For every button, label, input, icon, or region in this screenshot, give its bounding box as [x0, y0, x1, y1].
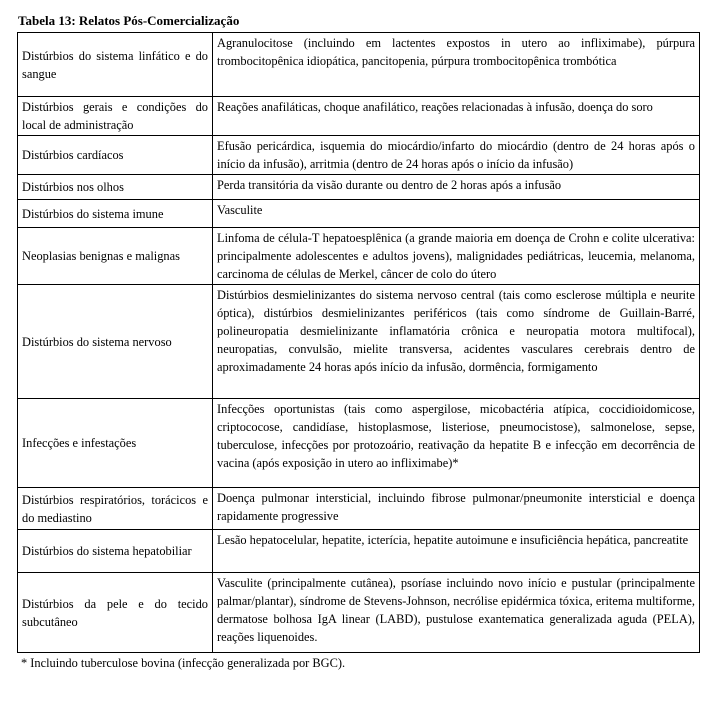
table-row [18, 573, 700, 653]
row-category: Distúrbios do sistema linfático e do sangue [18, 33, 213, 97]
adverse-events-table [17, 32, 700, 653]
row-description: Vasculite (principalmente cutânea), psoríase incluindo novo início e pustular (principalmente palmar/plantar), síndrome de Stevens-Johnson, necrólise epidérmica tóxica, eritema multiforme, dermatose bolhosa IgA linear (LABD), pustulose exantematica generalizada aguda (PELA), reações liquenoides. [213, 573, 700, 653]
row-category: Distúrbios do sistema imune [18, 200, 213, 228]
table-row [18, 488, 700, 530]
table-row [18, 530, 700, 573]
row-description: Lesão hepatocelular, hepatite, icterícia, hepatite autoimune e insuficiência hepática, pancreatite [213, 530, 700, 573]
table-row [18, 175, 700, 200]
row-description: Vasculite [213, 200, 700, 228]
row-description: Agranulocitose (incluindo em lactentes expostos in utero ao infliximabe), púrpura trombocitopênica idiopática, pancitopenia, púrpura trombocitopênica trombótica [213, 33, 700, 97]
row-description: Efusão pericárdica, isquemia do miocárdio/infarto do miocárdio (dentro de 24 horas após o início da infusão), arritmia (dentro de 24 horas após o início da infusão) [213, 136, 700, 175]
table-row [18, 228, 700, 285]
row-category: Neoplasias benignas e malignas [18, 228, 213, 285]
table-title: Tabela 13: Relatos Pós-Comercialização [18, 13, 240, 28]
row-category: Distúrbios do sistema nervoso [18, 285, 213, 399]
row-category: Distúrbios do sistema hepatobiliar [18, 530, 213, 573]
row-description: Reações anafiláticas, choque anafilático, reações relacionadas à infusão, doença do soro [213, 97, 700, 136]
row-category: Distúrbios da pele e do tecido subcutâneo [18, 573, 213, 653]
row-description: Linfoma de célula-T hepatoesplênica (a grande maioria em doença de Crohn e colite ulcerativa: principalmente adolescentes e adultos jovens), malignidades pediátricas, leucemia, melanoma, carcinoma de células de Merkel, câncer de colo do útero [213, 228, 700, 285]
table-row [18, 136, 700, 175]
row-description: Distúrbios desmielinizantes do sistema nervoso central (tais como esclerose múltipla e neurite óptica), distúrbios desmielinizantes periféricos (tais como síndrome de Guillain-Barré, polineuropatia desmielinizante inflamatória crônica e neuropatia motora multifocal), neuropatias, convulsão, mielite transversa, acidentes vasculares cerebrais dentro de aproximadamente 24 horas após início da infusão, dormência, formigamento [213, 285, 700, 399]
row-description: Infecções oportunistas (tais como aspergilose, micobactéria atípica, coccidioidomicose, criptococose, candidíase, histoplasmose, listeriose, pneumocistose), salmonelose, sepse, tuberculose, infecções por protozoário, reativação da hepatite B e infecção em decorrência de vacina (após exposição in utero ao infliximabe)* [213, 399, 700, 488]
row-category: Distúrbios gerais e condições do local de administração [18, 97, 213, 136]
table-row [18, 285, 700, 399]
table-row [18, 399, 700, 488]
row-category: Infecções e infestações [18, 399, 213, 488]
row-description: Perda transitória da visão durante ou dentro de 2 horas após a infusão [213, 175, 700, 200]
row-category: Distúrbios respiratórios, torácicos e do mediastino [18, 488, 213, 530]
document-page [17, 13, 700, 671]
table-row [18, 200, 700, 228]
row-description: Doença pulmonar intersticial, incluindo fibrose pulmonar/pneumonite intersticial e doença rapidamente progressive [213, 488, 700, 530]
table-row [18, 33, 700, 97]
row-category: Distúrbios cardíacos [18, 136, 213, 175]
table-row [18, 97, 700, 136]
row-category: Distúrbios nos olhos [18, 175, 213, 200]
table-footnote: * Incluindo tuberculose bovina (infecção generalizada por BGC). [21, 656, 346, 670]
